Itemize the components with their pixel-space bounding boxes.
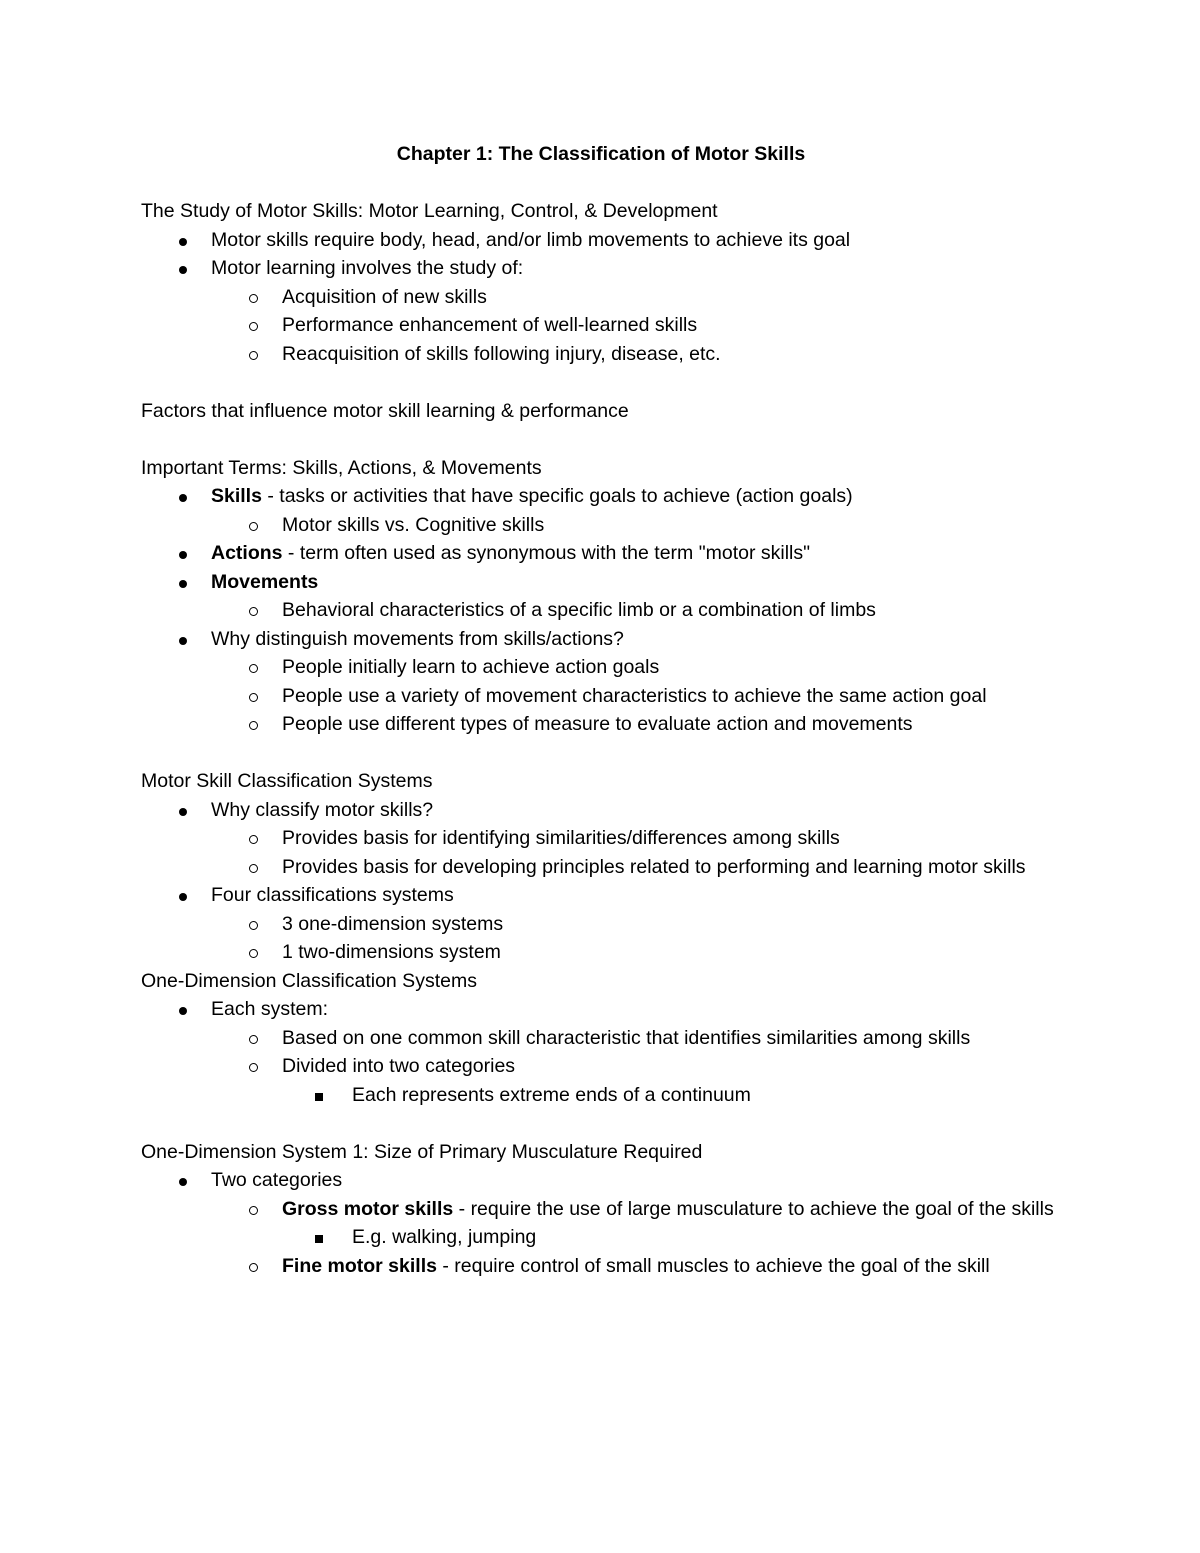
spacer	[141, 739, 1061, 768]
term-skills: Skills	[211, 485, 262, 507]
section-heading-factors: Factors that influence motor skill learning & performance	[141, 399, 629, 422]
bullet-circle-icon	[249, 910, 258, 939]
bullet-circle-icon	[249, 710, 258, 739]
list-item: Reacquisition of skills following injury, disease, etc.	[141, 340, 1061, 369]
bullet-circle-icon	[249, 824, 258, 853]
spacer	[141, 169, 1061, 198]
section-heading-system-1: One-Dimension System 1: Size of Primary Musculature Required	[141, 1140, 703, 1163]
section-heading-terms: Important Terms: Skills, Actions, & Movements	[141, 456, 542, 479]
list-item: 3 one-dimension systems	[141, 910, 1061, 939]
list-item: Two categories	[141, 1166, 1061, 1195]
section-heading-one-dimension: One-Dimension Classification Systems	[141, 969, 477, 992]
bullet-circle-icon	[249, 340, 258, 369]
list-item: Performance enhancement of well-learned skills	[141, 311, 1061, 340]
list-item: Based on one common skill characteristic that identifies similarities among skills	[141, 1024, 1061, 1053]
bullet-circle-icon	[249, 596, 258, 625]
section-heading-study: The Study of Motor Skills: Motor Learning, Control, & Development	[141, 200, 718, 222]
page-title: Chapter 1: The Classification of Motor Skills	[396, 143, 806, 165]
bullet-circle-icon	[249, 853, 258, 882]
list-item: Fine motor skills - require control of small muscles to achieve the goal of the skill	[141, 1252, 1061, 1281]
bullet-circle-icon	[249, 653, 258, 682]
section-heading-classification-systems: Motor Skill Classification Systems	[141, 770, 433, 792]
list-item: Why distinguish movements from skills/actions?	[141, 625, 1061, 654]
bullet-dot-icon	[179, 539, 187, 568]
bullet-circle-icon	[249, 682, 258, 711]
list-item: Why classify motor skills?	[141, 796, 1061, 825]
list-item: Skills - tasks or activities that have specific goals to achieve (action goals)	[141, 482, 1061, 511]
spacer	[141, 1109, 1061, 1138]
list-item: Gross motor skills - require the use of large musculature to achieve the goal of the skills	[141, 1195, 1061, 1224]
term-movements: Movements	[211, 570, 319, 593]
bullet-circle-icon	[249, 311, 258, 340]
list-item: Actions - term often used as synonymous with the term "motor skills"	[141, 539, 1061, 568]
list-item: People initially learn to achieve action goals	[141, 653, 1061, 682]
spacer	[141, 425, 1061, 454]
term-fine-motor-skills: Fine motor skills	[282, 1254, 437, 1277]
bullet-square-icon	[315, 1081, 323, 1110]
list-item: 1 two-dimensions system	[141, 938, 1061, 967]
list-item: E.g. walking, jumping	[141, 1223, 1061, 1252]
bullet-dot-icon	[179, 226, 187, 255]
bullet-circle-icon	[249, 283, 258, 312]
list-item: Each represents extreme ends of a continuum	[141, 1081, 1061, 1110]
bullet-dot-icon	[179, 881, 187, 910]
bullet-circle-icon	[249, 938, 258, 967]
term-gross-motor-skills: Gross motor skills	[282, 1197, 454, 1220]
bullet-dot-icon	[179, 254, 187, 283]
list-item: People use a variety of movement characteristics to achieve the same action goal	[141, 682, 1061, 711]
bullet-circle-icon	[249, 511, 258, 540]
spacer	[141, 368, 1061, 397]
list-item: Motor skills vs. Cognitive skills	[141, 511, 1061, 540]
list-item: Provides basis for identifying similarities/differences among skills	[141, 824, 1061, 853]
list-item: Acquisition of new skills	[141, 283, 1061, 312]
list-item: Four classifications systems	[141, 881, 1061, 910]
list-item: Behavioral characteristics of a specific limb or a combination of limbs	[141, 596, 1061, 625]
bullet-circle-icon	[249, 1024, 258, 1053]
bullet-circle-icon	[249, 1195, 258, 1224]
bullet-dot-icon	[179, 482, 187, 511]
list-item: Motor skills require body, head, and/or limb movements to achieve its goal	[141, 226, 1061, 255]
list-item: People use different types of measure to evaluate action and movements	[141, 710, 1061, 739]
bullet-dot-icon	[179, 568, 187, 597]
bullet-dot-icon	[179, 625, 187, 654]
list-item: Each system:	[141, 995, 1061, 1024]
bullet-square-icon	[315, 1223, 323, 1252]
list-item: Provides basis for developing principles related to performing and learning motor skills	[141, 853, 1061, 882]
list-item: Divided into two categories	[141, 1052, 1061, 1081]
bullet-circle-icon	[249, 1252, 258, 1281]
list-item: Motor learning involves the study of:	[141, 254, 1061, 283]
document-page	[141, 140, 1061, 1280]
bullet-dot-icon	[179, 1166, 187, 1195]
list-item	[141, 568, 1061, 597]
term-actions: Actions	[211, 542, 283, 564]
bullet-dot-icon	[179, 796, 187, 825]
bullet-circle-icon	[249, 1052, 258, 1081]
bullet-dot-icon	[179, 995, 187, 1024]
